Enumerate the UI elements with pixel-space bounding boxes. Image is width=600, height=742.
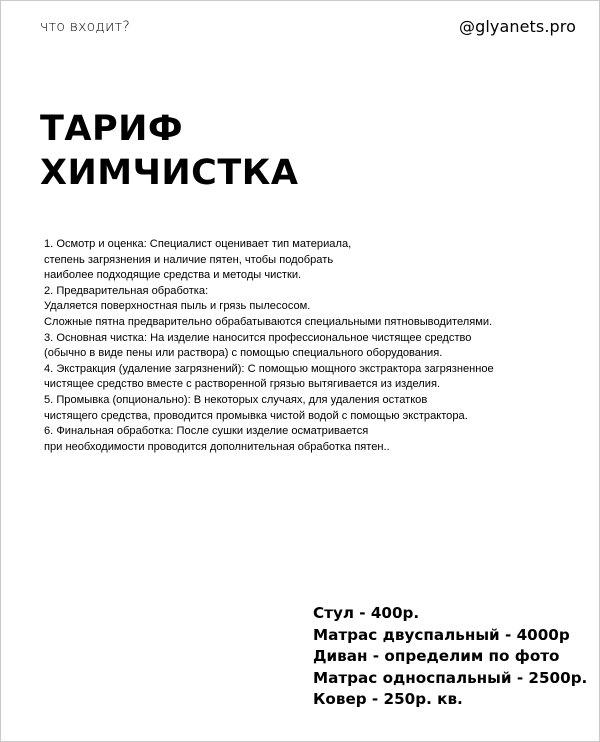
step-line: Сложные пятна предварительно обрабатываются специальными пятновыводителями.: [44, 315, 493, 328]
step-line: чистящего средства, проводится промывка чистой водой с помощью экстрактора.: [44, 409, 468, 422]
price-item-double-mattress: Матрас двуспальный - 4000р: [313, 625, 570, 644]
step-line: 2. Предварительная обработка:: [44, 284, 209, 297]
price-item-carpet: Ковер - 250р. кв.: [313, 690, 463, 708]
process-steps: [44, 237, 564, 455]
step-line: (обычно в виде пены или раствора) с помощью специального оборудования.: [44, 347, 443, 360]
step-line: при необходимости проводится дополнительная обработка пятен..: [44, 440, 390, 453]
title-line-2: ХИМЧИСТКА: [40, 153, 299, 193]
price-item-single-mattress: Матрас односпальный - 2500р.: [313, 668, 588, 687]
page-title: [40, 107, 298, 195]
price-list: [313, 603, 587, 711]
title-line-1: ТАРИФ: [40, 109, 184, 149]
step-line: наиболее подходящие средства и методы чистки.: [44, 269, 302, 282]
price-item-chair: Стул - 400р.: [313, 604, 420, 622]
step-line: степень загрязнения и наличие пятен, чтобы подобрать: [44, 253, 334, 266]
step-line: 4. Экстракция (удаление загрязнений): С помощью мощного экстрактора загрязненное: [44, 362, 494, 375]
instagram-handle: @glyanets.pro: [458, 17, 576, 36]
step-line: 1. Осмотр и оценка: Специалист оценивает тип материала,: [44, 238, 352, 250]
section-label: что входит?: [40, 19, 131, 35]
step-line: Удаляется поверхностная пыль и грязь пылесосом.: [44, 300, 311, 313]
step-line: 3. Основная чистка: На изделие наносится профессиональное чистящее средство: [44, 331, 472, 344]
step-line: 6. Финальная обработка: После сушки изделие осматривается: [44, 425, 369, 438]
step-line: чистящее средство вместе с растворенной грязью вытягивается из изделия.: [44, 378, 441, 391]
price-item-sofa: Диван - определим по фото: [313, 647, 560, 665]
step-line: 5. Промывка (опционально): В некоторых случаях, для удаления остатков: [44, 393, 428, 406]
